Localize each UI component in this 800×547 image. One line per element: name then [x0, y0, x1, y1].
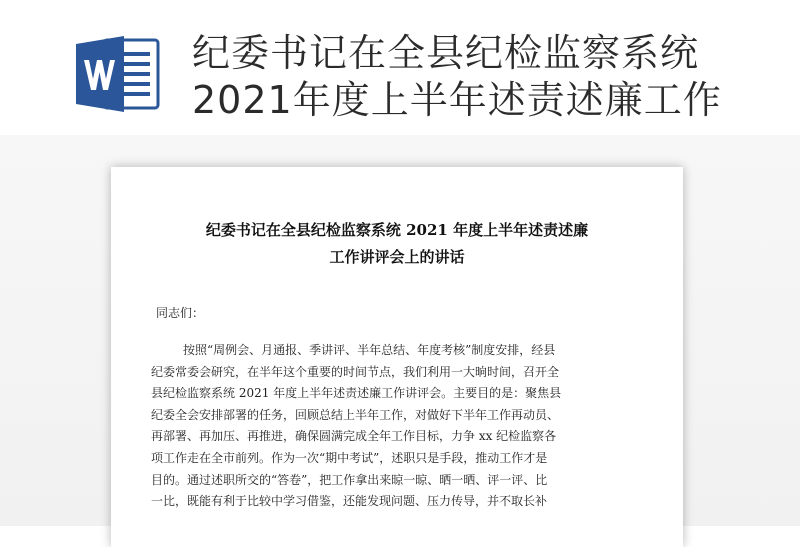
- salutation: 同志们：: [156, 306, 205, 320]
- document-title-line: 纪委书记在全县纪检监察系统 2021 年度上半年述责述廉: [205, 221, 589, 239]
- paragraph-line: 按照“周例会、月通报、季讲评、半年总结、年度考核”制度安排，经县: [183, 343, 556, 357]
- paragraph-line: 项工作走在全市前列。作为一次“期中考试”，述职只是手段，推动工作才是: [151, 450, 548, 465]
- page-title: 纪委书记在全县纪检监察系统2021年度上半年述责述廉工作: [192, 31, 722, 122]
- word-icon: [74, 34, 162, 114]
- document-title: [111, 217, 683, 271]
- paragraph-line: 再部署、再加压、再推进，确保圆满完成全年工作目标，力争 xx 纪检监察各: [151, 429, 557, 444]
- document-title-line: 工作讲评会上的讲话: [329, 248, 465, 266]
- paragraph-line: 目的。通过述职所交的“答卷”，把工作拿出来晾一晾、晒一晒、评一评、比: [151, 472, 548, 487]
- document-page: [111, 167, 683, 547]
- paragraph-line: 县纪检监察系统 2021 年度上半年述责述廉工作讲评会。主要目的是：聚焦县: [151, 386, 562, 401]
- header-banner: [0, 0, 800, 135]
- paragraph-line: 纪委全会安排部署的任务，回顾总结上半年工作，对做好下半年工作再动员、: [151, 407, 560, 422]
- document-body: [151, 340, 645, 513]
- paragraph-line: 纪委常委会研究，在半年这个重要的时间节点，我们利用一大晌时间，召开全: [151, 364, 560, 379]
- paragraph-line: 一比，既能有利于比较中学习借鉴，还能发现问题、压力传导，并不取长补: [151, 494, 548, 509]
